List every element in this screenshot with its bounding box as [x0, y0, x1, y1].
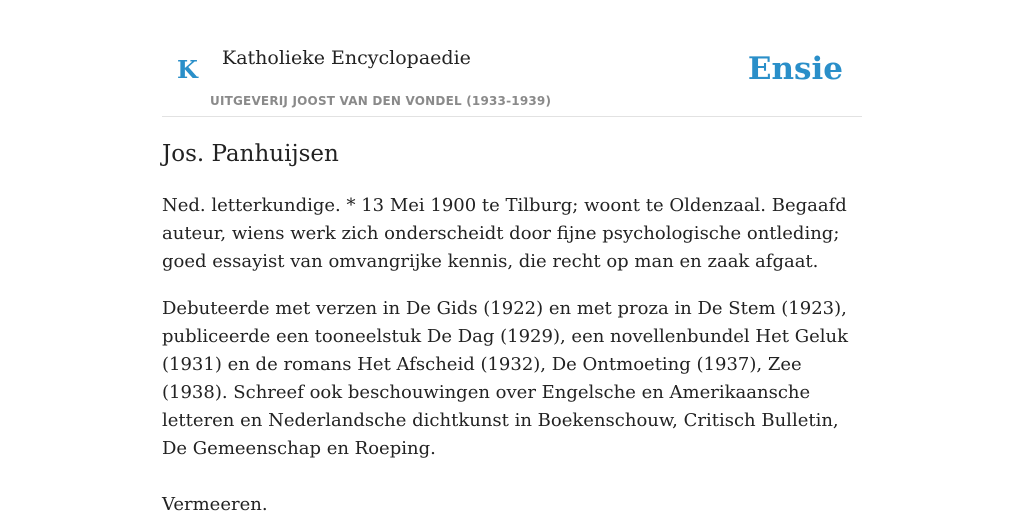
article-author: Vermeeren.	[162, 494, 268, 512]
article-paragraph: Ned. letterkundige. * 13 Mei 1900 te Tilburg; woont te Oldenzaal. Begaafd auteur, wiens werk zich onderscheidt door fijne psychologische ontleding; goed essayist van omvangrijke kennis, die recht op man en zaak afgaat.	[162, 195, 847, 272]
article-title: Jos. Panhuijsen	[162, 141, 339, 167]
site-logo[interactable]: K	[177, 55, 198, 84]
publisher-subtitle: UITGEVERIJ JOOST VAN DEN VONDEL (1933-1939)	[210, 94, 552, 108]
article-paragraph: Debuteerde met verzen in De Gids (1922) en met proza in De Stem (1923), publiceerde een tooneelstuk De Dag (1929), een novellenbundel Het Geluk (1931) en de romans Het Afscheid (1932), De Ontmoeting (1937), Zee (1938). Schreef ook beschouwingen over Engelsche en Amerikaansche letteren en Nederlandsche dichtkunst in Boekenschouw, Critisch Bulletin, De Gemeenschap en Roeping.	[162, 298, 849, 459]
site-header	[162, 0, 862, 117]
article	[162, 136, 862, 512]
site-title[interactable]: Katholieke Encyclopaedie	[222, 47, 471, 69]
ensie-brand-link[interactable]: Ensie	[747, 51, 843, 87]
